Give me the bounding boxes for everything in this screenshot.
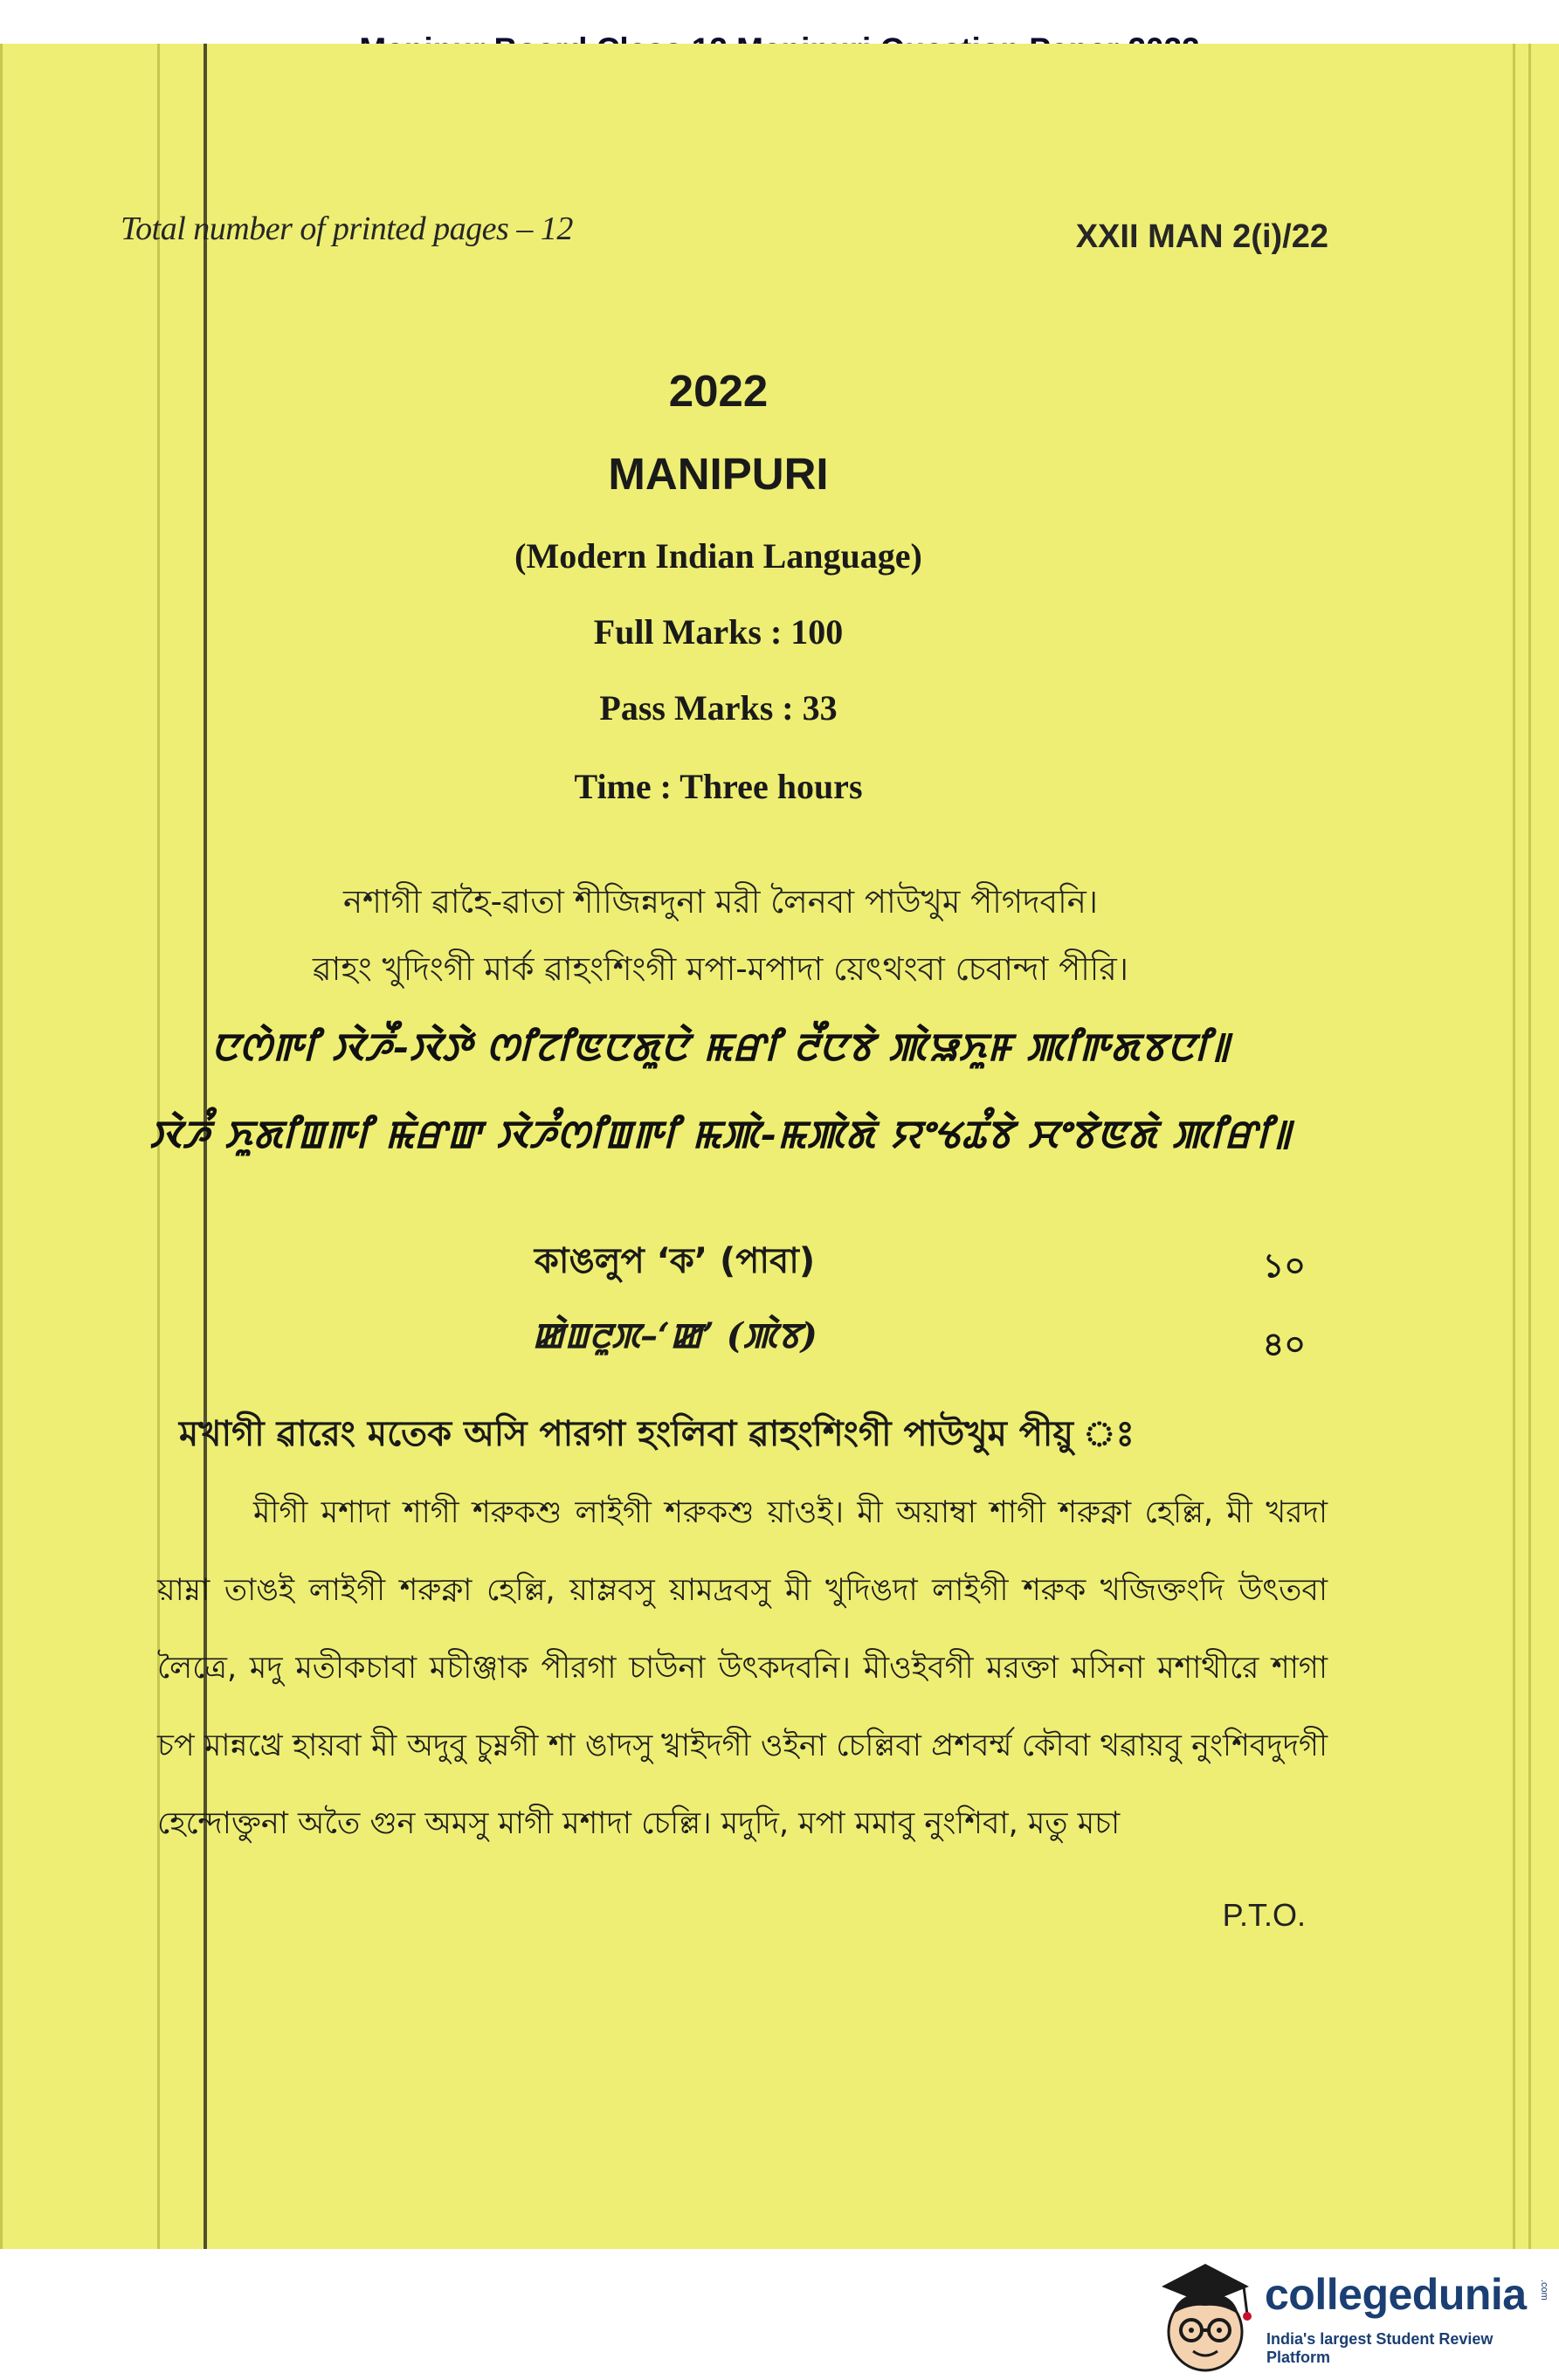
brand-name: collegedunia xyxy=(1265,2270,1527,2319)
instruction-bengali-1: নশাগী ৱাহৈ-ৱাতা শীজিন্নদুনা মরী লৈনবা পাউখুম পীগদবনি। xyxy=(342,883,1099,921)
pto-label: P.T.O. xyxy=(1222,1897,1306,1933)
mascot-icon xyxy=(1153,2253,1258,2376)
section-a-label: কাঙলুপ ‘ক’ (পাবা) xyxy=(534,1241,816,1281)
section-a-marks: ১০ xyxy=(1262,1246,1306,1285)
passage-text: মীগী মশাদা শাগী শরুকশু লাইগী শরুকশু য়াওই। মী অয়াম্বা শাগী শরুক্না হেল্লি, মী খরদা য়াম্না তাঙই লাইগী শরুক্না হেল্লি, য়াম্লবসু য়ামদ্রবসু মী খুদিঙদা লাইগী শরুক খজিক্তংদি উৎতবা লৈত্রে, মদু মতীকচাবা মচীঞ্জাক পীরগা চাউনা উৎকদবনি। মীওইবগী মরক্তা মসিনা মশাথীরে শাগা চপ মান্নখ্রে হায়বা মী অদুবু চুম্নগী শা ঙাদসু খ্বাইদগী ওইনা চেল্লিবা প্রশবর্ম্ম কৌবা থৱায়বু নুংশিবদুদগী হেন্দোক্তুনা অতৈ গুন অমসু মাগী মশাদা চেল্লি। মদুদি, মপা মমাবু নুংশিবা, মতু মচা xyxy=(157,1495,1328,1841)
section-a-label-meitei: ꯀꯥꯡꯂꯨꯞ–‘ꯀ’ (ꯄꯥꯕ) xyxy=(532,1315,817,1356)
question-prompt: মখাগী ৱারেং মতেক অসি পারগা হংলিবা ৱাহংশিংগী পাউখুম পীয়ু ঃ xyxy=(179,1414,1135,1454)
instruction-bengali-2: ৱাহং খুদিংগী মার্ক ৱাহংশিংগী মপা-মপাদা য়েৎথংবা চেবান্দা পীরি। xyxy=(313,950,1128,988)
instruction-meitei-1: ꯅꯁꯥꯒꯤ ꯋꯥꯍꯩ-ꯋꯥꯇꯥ ꯁꯤꯖꯤꯟꯅꯗꯨꯅꯥ ꯃꯔꯤ ꯂꯩꯅꯕꯥ ꯄꯥꯎꯈꯨꯝ ꯄꯤꯒꯗꯕꯅꯤ꯫ xyxy=(210,1025,1231,1070)
margin-line xyxy=(1513,44,1515,2249)
section-a-marks-meitei: ৪০ xyxy=(1262,1325,1306,1363)
pass-marks: Pass Marks : 33 xyxy=(599,688,838,728)
brand-tagline: India's largest Student Review Platform xyxy=(1266,2330,1493,2366)
subject-title: MANIPURI xyxy=(608,449,829,499)
time-allowed: Time : Three hours xyxy=(574,767,863,806)
collegedunia-logo[interactable] xyxy=(1153,2253,1555,2376)
paper-code: XXII MAN 2(i)/22 xyxy=(1075,218,1328,255)
instruction-meitei-2: ꯋꯥꯍꯪ ꯈꯨꯗꯤꯡꯒꯤ ꯃꯥꯔꯛ ꯋꯥꯍꯪꯁꯤꯡꯒꯤ ꯃꯄꯥ-ꯃꯄꯥꯗꯥ ꯌꯦꯠꯊꯪꯕꯥ ꯆꯦꯕꯥꯟꯗꯥ ꯄꯤꯔꯤ꯫ xyxy=(149,1113,1292,1157)
exam-year: 2022 xyxy=(668,366,769,416)
page-edge-line xyxy=(1528,44,1531,2249)
language-note: (Modern Indian Language) xyxy=(514,536,922,576)
pages-note: Total number of printed pages – 12 xyxy=(121,210,573,247)
brand-domain: .com xyxy=(1539,2280,1549,2301)
full-marks: Full Marks : 100 xyxy=(593,612,844,652)
